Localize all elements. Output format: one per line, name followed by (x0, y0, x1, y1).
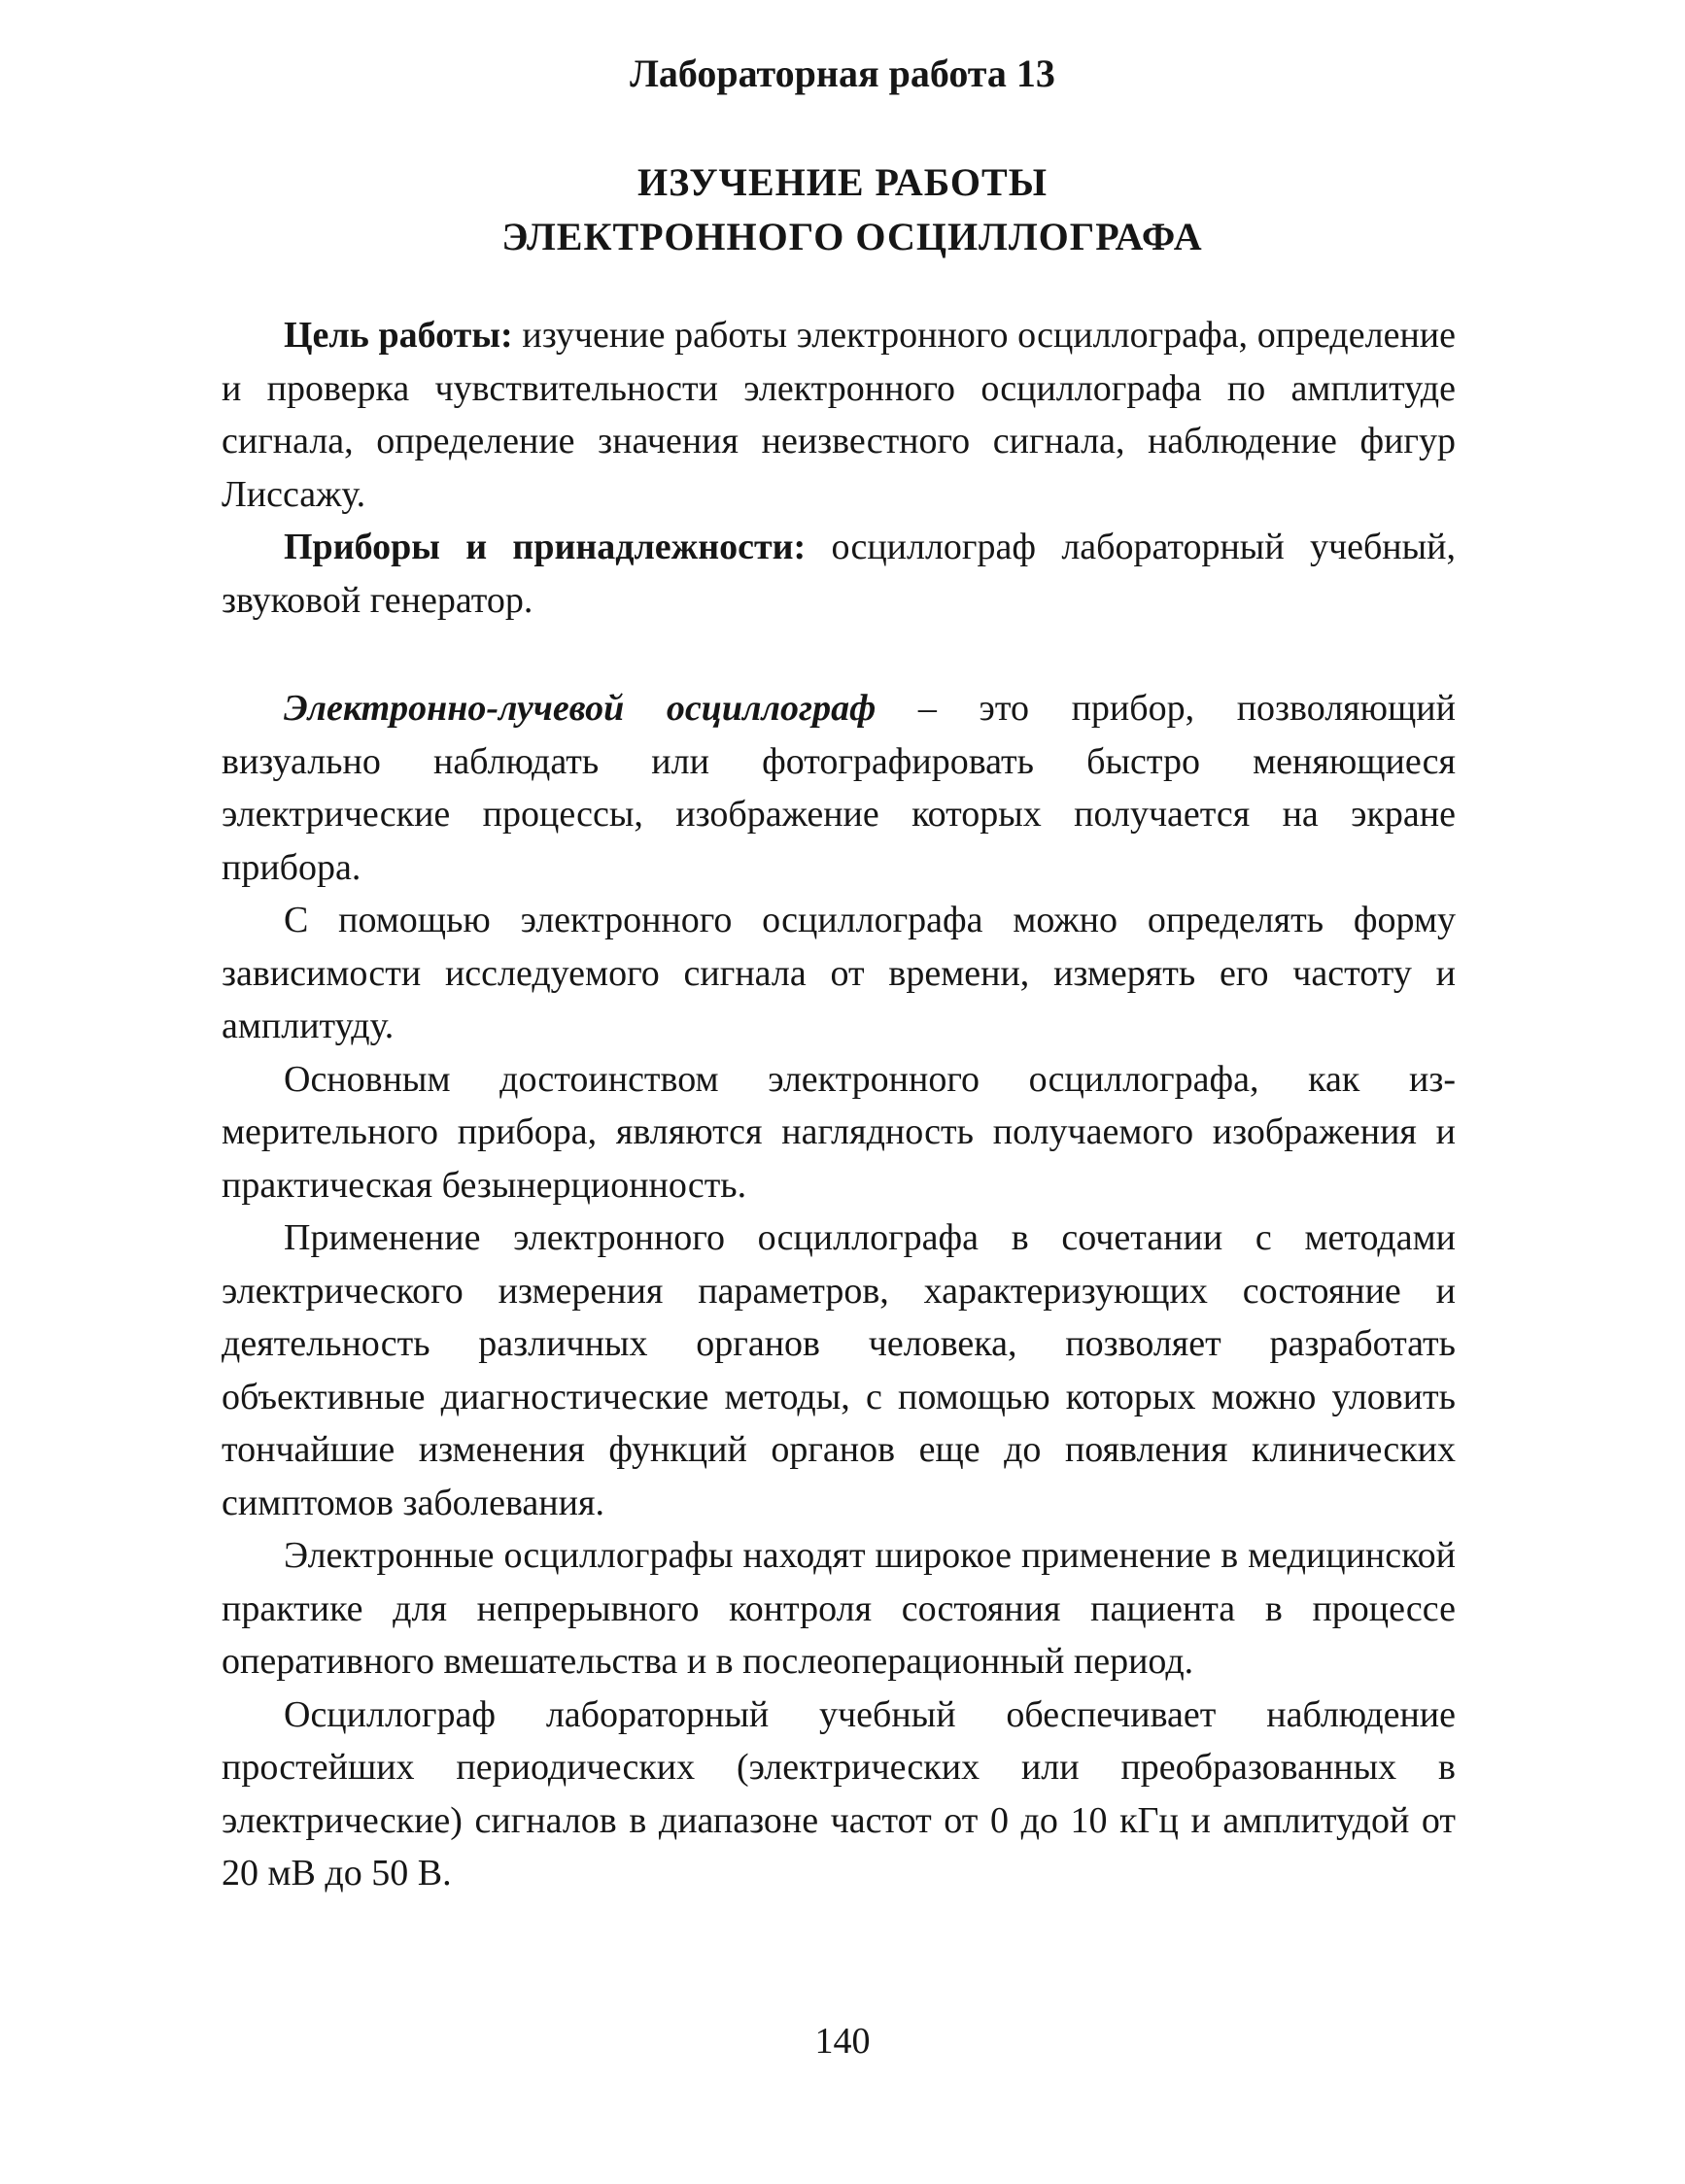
intro-term: Электронно-лучевой осциллограф (284, 688, 877, 729)
main-text-section (222, 682, 1456, 1900)
goal-text: изучение работы электронного осциллографа, определение и проверка чувствительности электронного осциллографа по амплитуде сигнала, определение значения неизвестного сигнала, наблюдение фигур Лиссажу. (222, 315, 1456, 515)
page-title (0, 155, 1685, 264)
intro-paragraph (222, 682, 1456, 894)
title-line-1: ИЗУЧЕНИЕ РАБОТЫ (637, 160, 1048, 204)
body-paragraph-2: Основным достоинством электронного осциллографа, как измерительного прибора, являются наглядность получаемого изображения и практическая безынерционность. (222, 1058, 1456, 1206)
equipment-text: осциллограф лабораторный учебный, звуковой генератор. (222, 527, 1457, 621)
lab-number-heading: Лабораторная работа 13 (630, 51, 1055, 95)
equipment-label: Приборы и принадлежности: (284, 527, 807, 567)
body-paragraph-3: Применение электронного осциллографа в сочетании с методами электрического измерения параметров, характеризующих состояние и деятельность различных органов человека, позволяет разработать объективные диагностические методы, с помощью которых можно уловить тончайшие изменения функций органов еще до появления клинических симптомов заболевания. (222, 1217, 1456, 1523)
body-paragraph-5: Осциллограф лабораторный учебный обеспечивает наблюдение простейших периодических (электрических или преобразованных в электрические) сигналов в диапазоне частот от 0 до 10 кГц и амплитудой от 20 мВ до 50 В. (222, 1693, 1456, 1894)
intro-text: – это прибор, позволяющий визуально наблюдать или фотографировать быстро меняющиеся электрические процессы, изображение которых получается на экране прибора. (222, 688, 1456, 888)
goal-paragraph (222, 309, 1456, 521)
objectives-section (222, 309, 1456, 627)
title-line-2: ЭЛЕКТРОННОГО ОСЦИЛЛОГРАФА (501, 215, 1203, 258)
body-paragraph-4: Электронные осциллографы находят широкое применение в медицинской практике для непрерывного контроля состояния пациента в процессе оперативного вмешательства и в послеоперационный период. (222, 1535, 1456, 1682)
equipment-paragraph (222, 521, 1456, 627)
body-paragraph-1: С помощью электронного осциллографа можно определять форму зависимости исследуемого сигнала от времени, измерять его частоту и амплитуду. (222, 900, 1456, 1046)
page-number: 140 (814, 2021, 871, 2062)
goal-label: Цель работы: (284, 315, 513, 356)
